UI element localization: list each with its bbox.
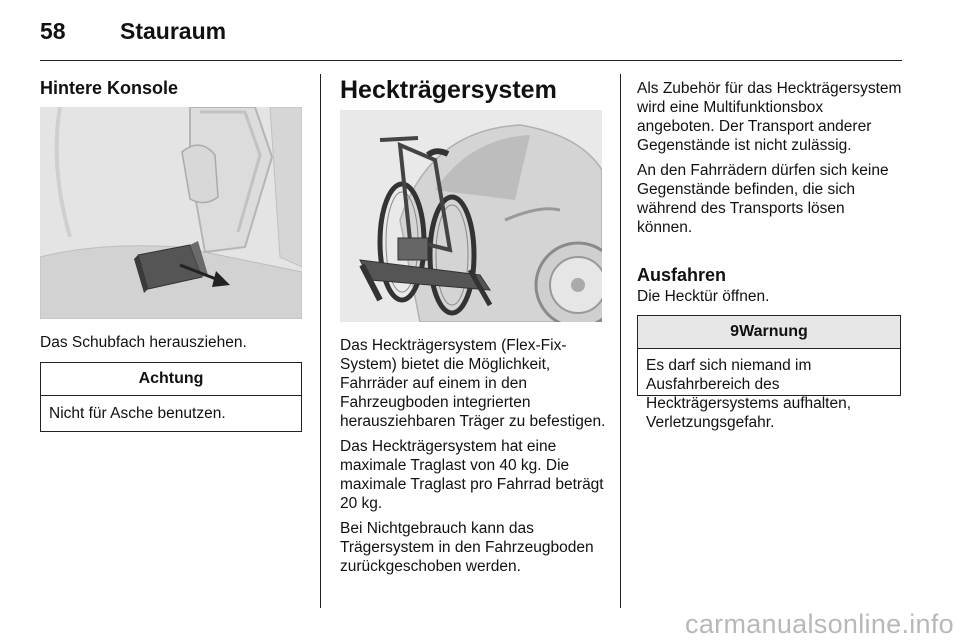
- page-title: Stauraum: [120, 18, 227, 44]
- column-divider-right: [620, 74, 621, 608]
- accessory-paragraph: Als Zubehör für das Heckträgersystem wird eine Multifunktionsbox angeboten. Der Transport anderer Gegenstände ist nicht zulässig.: [637, 80, 902, 154]
- ausfahren-text: Die Hecktür öffnen.: [637, 288, 770, 305]
- carrier-text-block: [340, 336, 608, 576]
- subheading-ausfahren: Ausfahren: [637, 265, 727, 285]
- notice-title: Achtung: [41, 363, 301, 396]
- section-heading-carrier: Heckträgersystem: [340, 76, 557, 104]
- bike-carrier-illustration: [340, 110, 602, 322]
- carrier-paragraph: Das Heckträgersystem (Flex-Fix-System) bietet die Möglichkeit, Fahrräder auf einem in den Fahrzeugboden integrierten herausziehbaren Träger zu befestigen.: [340, 337, 606, 430]
- page-number: 58: [40, 18, 66, 44]
- warning-box: [637, 315, 901, 431]
- accessory-paragraph: An den Fahrrädern dürfen sich keine Gegenstände befinden, die sich während des Transports lösen können.: [637, 162, 889, 236]
- warning-title: Warnung: [739, 323, 808, 340]
- console-drawer-drawing: [40, 107, 302, 319]
- section-heading-console: Hintere Konsole: [40, 78, 179, 98]
- column-divider-left: [320, 74, 321, 608]
- warning-triangle-icon: 9: [730, 323, 740, 340]
- notice-text: Nicht für Asche benutzen.: [49, 405, 226, 422]
- notice-box-achtung: [40, 362, 302, 432]
- console-caption: Das Schubfach herausziehen.: [40, 334, 247, 351]
- console-illustration: [40, 107, 302, 319]
- warning-header: [638, 316, 900, 349]
- carrier-paragraph: Das Heckträgersystem hat eine maximale Traglast von 40 kg. Die maximale Traglast pro Fahrrad beträgt 20 kg.: [340, 438, 604, 512]
- carrier-paragraph: Bei Nichtgebrauch kann das Trägersystem in den Fahrzeugboden zurückgeschoben werden.: [340, 520, 594, 575]
- right-text-block: [637, 79, 903, 237]
- watermark: carmanualsonline.info: [685, 609, 954, 639]
- bike-carrier-drawing: [340, 110, 602, 322]
- header-divider: [40, 60, 902, 61]
- warning-text: Es darf sich niemand im Ausfahrbereich des Heckträgersystems aufhalten, Verletzungsgefahr.: [646, 357, 852, 431]
